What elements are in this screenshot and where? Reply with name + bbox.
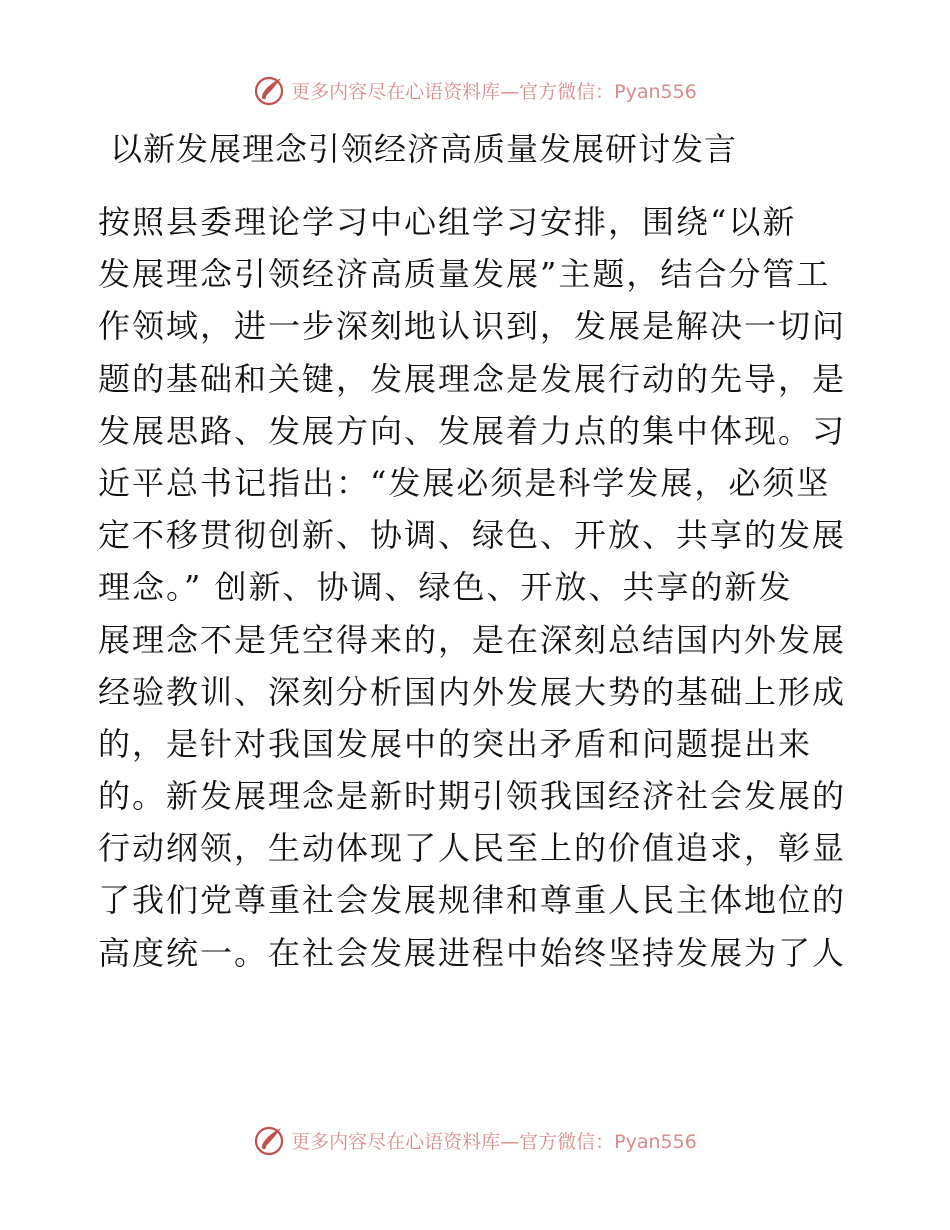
body-line: 发展理念引领经济高质量发展”主题，结合分管工 — [98, 255, 831, 294]
body-line: 的，是针对我国发展中的突出矛盾和问题提出来 — [98, 724, 813, 763]
body-line: 了我们党尊重社会发展规律和尊重人民主体地位的 — [98, 881, 847, 920]
watermark-header — [0, 70, 950, 110]
body-line: 定不移贯彻创新、协调、绿色、开放、共享的发展 — [98, 516, 847, 555]
ink-brush-logo-icon — [253, 73, 287, 107]
body-line: 的。新发展理念是新时期引领我国经济社会发展的 — [98, 777, 847, 816]
watermark-footer — [0, 1120, 950, 1160]
body-line: 经验教训、深刻分析国内外发展大势的基础上形成 — [98, 672, 847, 711]
body-line: 行动纲领，生动体现了人民至上的价值追求，彰显 — [98, 829, 847, 868]
watermark-text: 更多内容尽在心语资料库—官方微信：Pyan556 — [291, 80, 697, 103]
body-line: 高度统一。在社会发展进程中始终坚持发展为了人 — [98, 933, 847, 972]
ink-brush-logo-icon — [253, 1123, 287, 1157]
body-line: 按照县委理论学习中心组学习安排，围绕“以新 — [98, 203, 797, 241]
document-body — [98, 196, 858, 979]
body-line: 展理念不是凭空得来的，是在深刻总结国内外发展 — [98, 620, 847, 659]
body-line: 题的基础和关键，发展理念是发展行动的先导，是 — [98, 359, 847, 398]
body-line: 近平总书记指出：“发展必须是科学发展，必须坚 — [98, 463, 831, 502]
body-line: 发展思路、发展方向、发展着力点的集中体现。习 — [98, 411, 847, 450]
watermark-text: 更多内容尽在心语资料库—官方微信：Pyan556 — [291, 1130, 697, 1153]
body-line: 作领域，进一步深刻地认识到，发展是解决一切问 — [98, 307, 847, 346]
body-line: 理念。” 创新、协调、绿色、开放、共享的新发 — [98, 568, 793, 607]
document-title: 以新发展理念引领经济高质量发展研讨发言 — [110, 130, 738, 168]
